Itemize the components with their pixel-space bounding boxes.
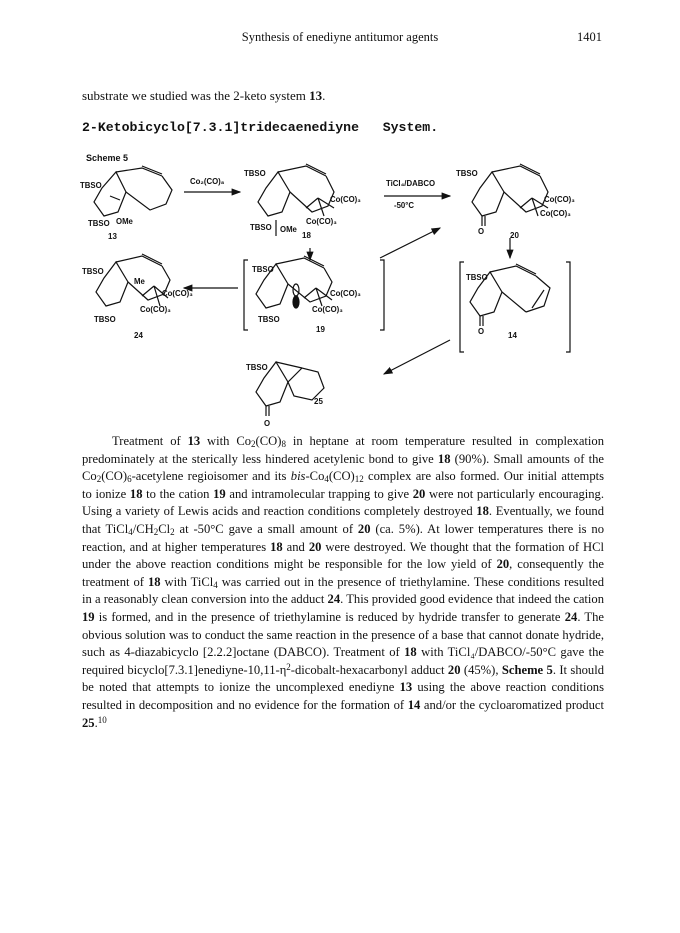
label-o-20: O — [478, 227, 485, 236]
label-o-14: O — [478, 327, 485, 336]
intro-compound: 13 — [309, 88, 323, 103]
label-tbso-19a: TBSO — [252, 265, 274, 274]
label-tbso-13a: TBSO — [80, 181, 102, 190]
label-co3-20b: Co(CO)₃ — [540, 209, 571, 218]
scheme-arrows — [184, 192, 510, 374]
compound-number-20: 20 — [510, 231, 519, 240]
label-tbso-18a: TBSO — [244, 169, 266, 178]
label-co3-18a: Co(CO)₃ — [330, 195, 361, 204]
structure-24 — [96, 254, 170, 306]
intro-text: substrate we studied was the 2-keto system — [82, 88, 306, 103]
reaction-scheme — [80, 140, 600, 440]
structure-20 — [472, 164, 548, 226]
label-tbso-19b: TBSO — [258, 315, 280, 324]
label-o-25: O — [264, 419, 271, 428]
compound-number-13: 13 — [108, 232, 117, 241]
label-co3-19b: Co(CO)₃ — [312, 305, 343, 314]
label-ome-13: OMe — [116, 217, 133, 226]
label-tbso-14: TBSO — [466, 273, 488, 282]
page-number: 1401 — [577, 30, 602, 44]
label-co3-19a: Co(CO)₃ — [330, 289, 361, 298]
section-heading: 2-Ketobicyclo[7.3.1]tridecaenediyne System. — [82, 120, 439, 135]
label-tbso-24b: TBSO — [94, 315, 116, 324]
label-tbso-13b: TBSO — [88, 219, 110, 228]
label-tbso-20: TBSO — [456, 169, 478, 178]
body-paragraph — [82, 433, 604, 732]
reagent-co2co8: Co₂(CO)₈ — [190, 177, 225, 186]
label-co3-20a: Co(CO)₃ — [544, 195, 575, 204]
compound-number-19: 19 — [316, 325, 325, 334]
label-tbso-18b: TBSO — [250, 223, 272, 232]
label-co3-18b: Co(CO)₃ — [306, 217, 337, 226]
compound-number-25: 25 — [314, 397, 323, 406]
paragraph-treatment: Treatment of 13 with $Co_2(CO)_8$ in heptane at room temperature resulted in complexation predominately at the sterically less hindered acetylenic bond to give 18 (90%). Small amounts of the $Co_2(CO)_6$-acetylene regioisomer and its bis-$Co_4(CO)_{12}$ complex are also formed. Our initial attempts to ionize 18 to the cation 19 and intramolecular trapping to give 20 were not particularly encouraging. Using a variety of Lewis acids and reaction conditions completely destroyed 18. Eventually, we found that $TiCl_4/CH_2Cl_2$ at -50°C gave a small amount of 20 (ca. 5%). At lower temperatures there is no reaction, and at higher temperatures 18 and 20 were destroyed. We thought that the formation of HCl under the above reaction conditions might be responsible for the low yield of 20, consequently the treatment of 18 with TiCl$_4$ was carried out in the presence of triethylamine. These conditions resulted in a reasonably clean conversion into the adduct 24. This provided good evidence that indeed the cation 19 is formed, and in the presence of triethylamine is reduced by hydride transfer to generate 24. The obvious solution was to conduct the same reaction in the presence of a base that cannot donate hydride, such as 4-diazabicyclo [2.2.2]octane (DABCO). Treatment of 18 with TiCl₄/DABCO/-50°C gave the required $bicyclo[7.3.1]enediyne-10,11-\eta^2-dicobalt$-hexacarbonyl adduct 20 (45%), Scheme 5. It should be noted that attempts to ionize the uncomplexed enediyne 13 using the above reaction conditions resulted in decomposition and no evidence for the formation of 14 and/or the cycloaromatized product 25.10 — [82, 434, 605, 730]
running-head-title: Synthesis of enediyne antitumor agents — [241, 30, 439, 44]
label-me-24: Me — [134, 277, 145, 286]
label-co3-24b: Co(CO)₃ — [140, 305, 171, 314]
label-ome-18: OMe — [280, 225, 297, 234]
reagent-temperature: -50°C — [394, 201, 415, 210]
compound-number-14: 14 — [508, 331, 517, 340]
scheme-title: Scheme 5 — [86, 153, 129, 163]
intro-end: . — [322, 88, 326, 103]
intro-line — [82, 88, 602, 104]
label-co3-24a: Co(CO)₃ — [162, 289, 193, 298]
label-tbso-25: TBSO — [246, 363, 268, 372]
compound-number-24: 24 — [134, 331, 143, 340]
label-tbso-24a: TBSO — [82, 267, 104, 276]
compound-number-18: 18 — [302, 231, 311, 240]
structure-13 — [94, 166, 172, 216]
reagent-ticl4-dabco: TiCl₄/DABCO — [386, 179, 436, 188]
